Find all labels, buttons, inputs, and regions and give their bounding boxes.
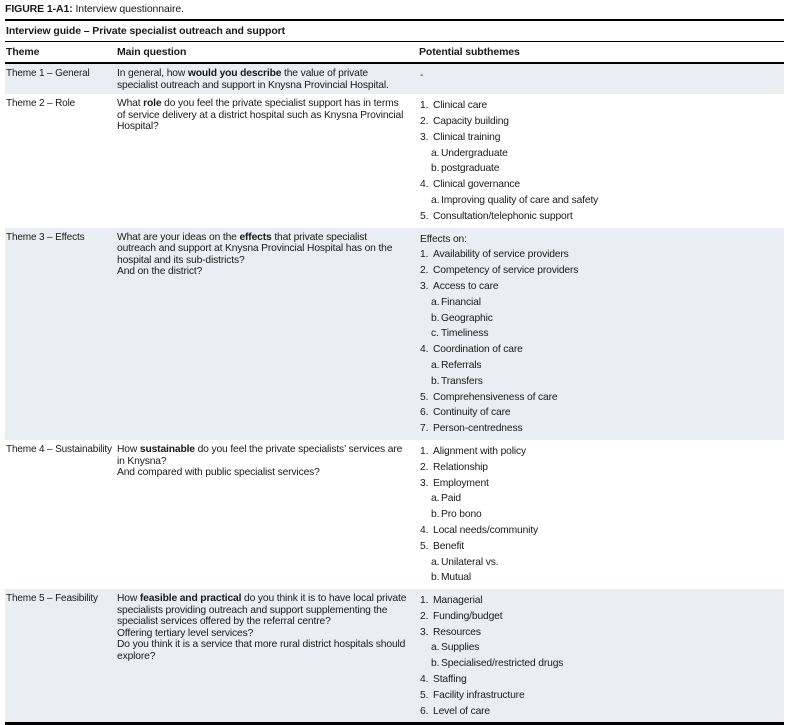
subtheme-text: Specialised/restricted drugs: [441, 658, 564, 670]
subtheme-item: [420, 523, 784, 539]
subtheme-item: [420, 130, 784, 146]
subtheme-text: Timeliness: [441, 328, 489, 340]
subtheme-item: [431, 555, 784, 571]
question-paragraph: And compared with public specialist services?: [117, 467, 320, 479]
subtheme-item: [431, 146, 784, 162]
question-paragraph: What are your ideas on the effects that private specialist outreach and support at Knysna Provincial Hospital has on the hospital and its sub-districts?: [117, 231, 393, 266]
subtheme-marker: 1.: [420, 595, 429, 607]
subtheme-item: [431, 193, 784, 209]
subtheme-item: [420, 177, 784, 193]
subtheme-text: Referrals: [441, 359, 482, 371]
subtheme-text: Relationship: [433, 461, 488, 473]
subtheme-item: [420, 390, 784, 406]
subtheme-text: Benefit: [433, 540, 465, 552]
subtheme-text: Facility infrastructure: [433, 689, 525, 701]
subtheme-marker: 4.: [420, 179, 429, 191]
subtheme-text: Staffing: [433, 674, 467, 686]
table-row: [5, 589, 784, 724]
subtheme-item: [420, 405, 784, 421]
subtheme-text: Clinical care: [433, 100, 488, 112]
subtheme-marker: 5.: [420, 210, 429, 222]
subthemes-cell: [418, 63, 784, 94]
table-row: [5, 63, 784, 94]
subtheme-text: Financial: [441, 296, 481, 308]
subtheme-marker: 2.: [420, 461, 429, 473]
subtheme-text: Unilateral vs.: [441, 556, 499, 568]
subthemes-cell: [418, 94, 784, 227]
subtheme-marker: 5.: [420, 689, 429, 701]
table-row: [5, 94, 784, 227]
subtheme-marker: c.: [431, 328, 439, 340]
subtheme-marker: 6.: [420, 407, 429, 419]
figure-caption: [5, 3, 784, 15]
subtheme-item: [431, 507, 784, 523]
subtheme-text: Continuity of care: [433, 407, 511, 419]
subtheme-marker: b.: [431, 509, 440, 521]
subtheme-text: Comprehensiveness of care: [433, 391, 558, 403]
subtheme-item: [431, 491, 784, 507]
subtheme-marker: 3.: [420, 477, 429, 489]
subtheme-marker: 3.: [420, 280, 429, 292]
subtheme-item: [431, 570, 784, 586]
subtheme-marker: 4.: [420, 674, 429, 686]
subtheme-marker: 2.: [420, 265, 429, 277]
subtheme-text: Improving quality of care and safety: [441, 194, 599, 206]
subtheme-item: [431, 640, 784, 656]
subtheme-marker: b.: [431, 658, 440, 670]
question-paragraph: How feasible and practical do you think it is to have local private specialists providing outreach and support supplementing the specialist services offered by the referral centre?: [117, 593, 407, 628]
subtheme-marker: a.: [431, 147, 440, 159]
subtheme-text: Funding/budget: [433, 610, 503, 622]
subtheme-item: [420, 593, 784, 609]
theme-cell: Theme 1 – General: [5, 63, 116, 94]
figure-label: FIGURE 1-A1:: [5, 3, 73, 15]
subtheme-text: Person-centredness: [433, 423, 523, 435]
subtheme-item: [420, 98, 784, 114]
subtheme-marker: a.: [431, 194, 440, 206]
subthemes-cell: [418, 228, 784, 440]
subtheme-marker: 3.: [420, 626, 429, 638]
subtheme-item: [420, 444, 784, 460]
subtheme-marker: b.: [431, 312, 440, 324]
subtheme-marker: 2.: [420, 115, 429, 127]
subtheme-text: Mutual: [441, 572, 472, 584]
main-question-cell: [116, 589, 418, 724]
subtheme-item: [420, 672, 784, 688]
subtheme-item: [420, 342, 784, 358]
subtheme-text: Competency of service providers: [433, 265, 579, 277]
figure-caption-text: Interview questionnaire.: [75, 3, 184, 15]
subtheme-item: [431, 295, 784, 311]
interview-guide-table: [5, 19, 784, 725]
table-body: [5, 63, 784, 724]
subtheme-item: [420, 247, 784, 263]
subtheme-marker: 4.: [420, 524, 429, 536]
subtheme-text: Level of care: [433, 705, 491, 717]
subtheme-item: [420, 460, 784, 476]
subtheme-marker: a.: [431, 642, 440, 654]
question-paragraph: How sustainable do you feel the private specialists’ services are in Knysna?: [117, 443, 403, 467]
main-question-cell: [116, 228, 418, 440]
subtheme-marker: 4.: [420, 344, 429, 356]
question-paragraph: Do you think it is a service that more rural district hospitals should explore?: [117, 639, 406, 663]
subtheme-marker: 1.: [420, 445, 429, 457]
subtheme-marker: b.: [431, 572, 440, 584]
subtheme-item: [420, 263, 784, 279]
subtheme-item: [420, 232, 784, 248]
subthemes-cell: [418, 589, 784, 724]
subtheme-text: Geographic: [441, 312, 493, 324]
subtheme-text: Consultation/telephonic support: [433, 210, 573, 222]
column-header-potential-subthemes: Potential subthemes: [418, 42, 784, 64]
subtheme-item: [420, 209, 784, 225]
subtheme-marker: b.: [431, 163, 440, 175]
subtheme-text: Access to care: [433, 280, 499, 292]
theme-cell: Theme 4 – Sustainability: [6, 443, 112, 455]
subtheme-marker: 6.: [420, 705, 429, 717]
subtheme-text: Effects on:: [420, 233, 467, 245]
subtheme-text: Availability of service providers: [433, 249, 569, 261]
subtheme-text: Pro bono: [441, 509, 482, 521]
subtheme-item: [420, 609, 784, 625]
subtheme-text: Coordination of care: [433, 344, 523, 356]
subtheme-marker: a.: [431, 359, 440, 371]
main-question-cell: [116, 440, 418, 589]
subtheme-marker: a.: [431, 556, 440, 568]
subtheme-item: [420, 68, 784, 84]
subtheme-item: [420, 704, 784, 720]
question-paragraph: And on the district?: [117, 266, 203, 278]
subtheme-text: Supplies: [441, 642, 480, 654]
subtheme-text: Employment: [433, 477, 489, 489]
subtheme-item: [420, 476, 784, 492]
subthemes-cell: [418, 440, 784, 589]
subtheme-marker: 7.: [420, 423, 429, 435]
subtheme-item: [431, 374, 784, 390]
table-title-row: [5, 20, 784, 42]
subtheme-text: Clinical governance: [433, 179, 521, 191]
subtheme-text: -: [420, 70, 424, 81]
column-header-theme: Theme: [5, 42, 116, 64]
subtheme-text: Clinical training: [433, 131, 501, 143]
question-paragraph: In general, how would you describe the value of private specialist outreach and support in Knysna Provincial Hospital.: [117, 68, 389, 91]
table-title: Interview guide – Private specialist outreach and support: [5, 20, 784, 42]
subtheme-item: [431, 656, 784, 672]
question-paragraph: What role do you feel the private specialist support has in terms of service delivery at a district hospital such as Knysna Provincial Hospital?: [117, 98, 404, 133]
table-row: [5, 440, 784, 589]
subtheme-marker: a.: [431, 296, 440, 308]
table-row: [5, 228, 784, 440]
subtheme-text: Local needs/community: [433, 524, 539, 536]
subtheme-item: [431, 161, 784, 177]
subtheme-marker: a.: [431, 493, 440, 505]
question-paragraph: Offering tertiary level services?: [117, 627, 254, 639]
subtheme-item: [420, 114, 784, 130]
subtheme-text: Paid: [441, 493, 462, 505]
theme-cell: Theme 5 – Feasibility: [5, 589, 116, 724]
table-header-row: [5, 42, 784, 64]
subtheme-item: [420, 625, 784, 641]
subtheme-text: Managerial: [433, 595, 483, 607]
subtheme-text: Capacity building: [433, 115, 509, 127]
subtheme-item: [420, 539, 784, 555]
theme-cell: Theme 3 – Effects: [5, 228, 116, 440]
subtheme-marker: 1.: [420, 249, 429, 261]
subtheme-item: [431, 311, 784, 327]
subtheme-marker: 1.: [420, 100, 429, 112]
main-question-cell: [116, 94, 418, 227]
subtheme-item: [420, 688, 784, 704]
subtheme-marker: b.: [431, 375, 440, 387]
subtheme-text: Alignment with policy: [433, 445, 526, 457]
subtheme-marker: 3.: [420, 131, 429, 143]
subtheme-text: postgraduate: [441, 163, 500, 175]
subtheme-item: [420, 279, 784, 295]
theme-cell: Theme 2 – Role: [6, 98, 76, 110]
subtheme-item: [420, 421, 784, 437]
subtheme-item: [431, 358, 784, 374]
main-question-cell: [116, 63, 418, 94]
column-header-main-question: Main question: [116, 42, 418, 64]
subtheme-text: Transfers: [441, 375, 483, 387]
subtheme-marker: 5.: [420, 540, 429, 552]
subtheme-marker: 2.: [420, 610, 429, 622]
subtheme-item: [431, 326, 784, 342]
subtheme-text: Undergraduate: [441, 147, 508, 159]
subtheme-text: Resources: [433, 626, 481, 638]
subtheme-marker: 5.: [420, 391, 429, 403]
